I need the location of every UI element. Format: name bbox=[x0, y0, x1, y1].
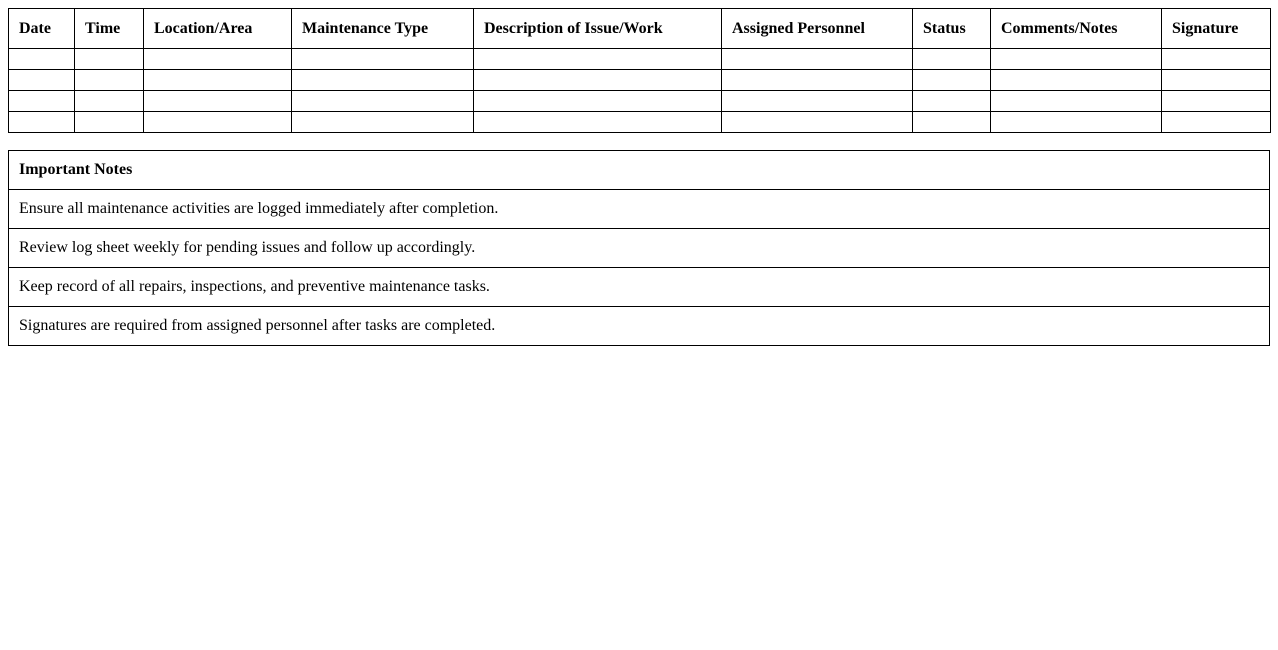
notes-title: Important Notes bbox=[9, 151, 1270, 190]
cell-assigned-personnel[interactable] bbox=[722, 112, 913, 133]
cell-maintenance-type[interactable] bbox=[292, 112, 474, 133]
cell-status[interactable] bbox=[913, 112, 991, 133]
cell-location[interactable] bbox=[144, 112, 292, 133]
cell-status[interactable] bbox=[913, 49, 991, 70]
cell-location[interactable] bbox=[144, 91, 292, 112]
cell-description[interactable] bbox=[474, 112, 722, 133]
cell-description[interactable] bbox=[474, 49, 722, 70]
cell-date[interactable] bbox=[9, 112, 75, 133]
cell-status[interactable] bbox=[913, 91, 991, 112]
column-header-maintenance-type: Maintenance Type bbox=[292, 9, 474, 49]
cell-assigned-personnel[interactable] bbox=[722, 49, 913, 70]
cell-maintenance-type[interactable] bbox=[292, 49, 474, 70]
column-header-location: Location/Area bbox=[144, 9, 292, 49]
cell-comments[interactable] bbox=[991, 49, 1162, 70]
cell-comments[interactable] bbox=[991, 112, 1162, 133]
cell-maintenance-type[interactable] bbox=[292, 91, 474, 112]
cell-time[interactable] bbox=[75, 112, 144, 133]
table-row bbox=[9, 70, 1271, 91]
table-row bbox=[9, 112, 1271, 133]
cell-assigned-personnel[interactable] bbox=[722, 91, 913, 112]
cell-comments[interactable] bbox=[991, 70, 1162, 91]
notes-header-row bbox=[9, 151, 1270, 190]
cell-signature[interactable] bbox=[1162, 70, 1271, 91]
note-row bbox=[9, 307, 1270, 346]
note-item: Review log sheet weekly for pending issues and follow up accordingly. bbox=[9, 229, 1270, 268]
cell-time[interactable] bbox=[75, 91, 144, 112]
note-item: Keep record of all repairs, inspections, and preventive maintenance tasks. bbox=[9, 268, 1270, 307]
cell-maintenance-type[interactable] bbox=[292, 70, 474, 91]
cell-description[interactable] bbox=[474, 70, 722, 91]
table-row bbox=[9, 49, 1271, 70]
note-row bbox=[9, 229, 1270, 268]
cell-description[interactable] bbox=[474, 91, 722, 112]
cell-time[interactable] bbox=[75, 70, 144, 91]
cell-assigned-personnel[interactable] bbox=[722, 70, 913, 91]
cell-date[interactable] bbox=[9, 49, 75, 70]
note-item: Ensure all maintenance activities are logged immediately after completion. bbox=[9, 190, 1270, 229]
cell-signature[interactable] bbox=[1162, 49, 1271, 70]
cell-location[interactable] bbox=[144, 49, 292, 70]
cell-status[interactable] bbox=[913, 70, 991, 91]
note-row bbox=[9, 268, 1270, 307]
column-header-comments: Comments/Notes bbox=[991, 9, 1162, 49]
column-header-assigned-personnel: Assigned Personnel bbox=[722, 9, 913, 49]
important-notes-table bbox=[8, 150, 1270, 346]
note-row bbox=[9, 190, 1270, 229]
table-header-row bbox=[9, 9, 1271, 49]
cell-time[interactable] bbox=[75, 49, 144, 70]
column-header-signature: Signature bbox=[1162, 9, 1271, 49]
cell-signature[interactable] bbox=[1162, 112, 1271, 133]
cell-location[interactable] bbox=[144, 70, 292, 91]
maintenance-log-table bbox=[8, 8, 1271, 133]
column-header-status: Status bbox=[913, 9, 991, 49]
cell-signature[interactable] bbox=[1162, 91, 1271, 112]
column-header-time: Time bbox=[75, 9, 144, 49]
column-header-description: Description of Issue/Work bbox=[474, 9, 722, 49]
cell-comments[interactable] bbox=[991, 91, 1162, 112]
note-item: Signatures are required from assigned personnel after tasks are completed. bbox=[9, 307, 1270, 346]
cell-date[interactable] bbox=[9, 91, 75, 112]
table-row bbox=[9, 91, 1271, 112]
cell-date[interactable] bbox=[9, 70, 75, 91]
column-header-date: Date bbox=[9, 9, 75, 49]
